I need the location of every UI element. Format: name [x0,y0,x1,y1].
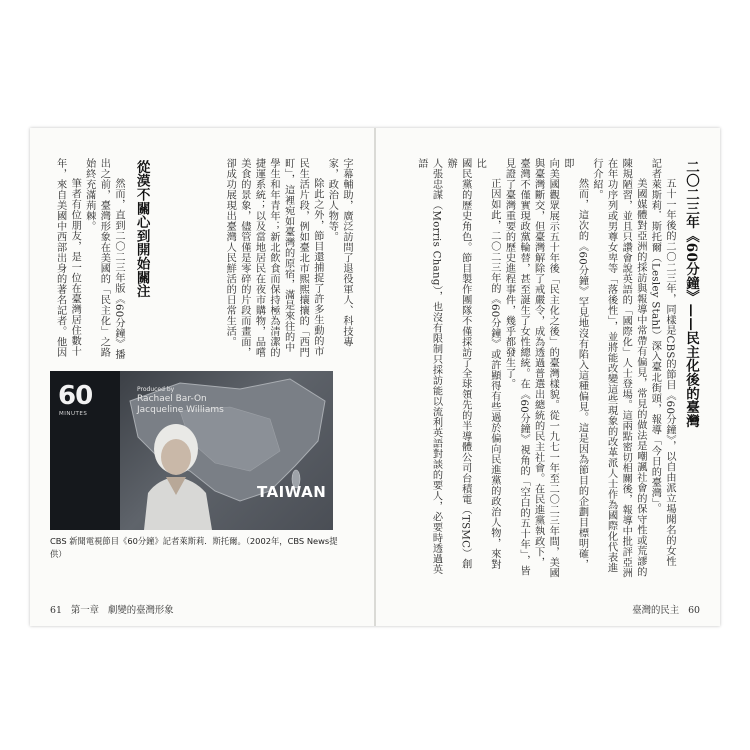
text-line: 臺灣不僅實現政黨輪替，甚至誕生了女性總統。在《60分鐘》視角的「空白的五十年」，皆 [518,158,530,576]
chapter-label: 第一章 [70,605,100,616]
page-number: 61 [50,605,62,616]
text-line: 向美國觀眾展示五十年後「民主化之後」的臺灣樣貌。從一九七一年至二〇二三年間，美國 [547,158,559,578]
book-spread [30,128,720,626]
text-line: 陳規陋習，並且只讚會說英語的「國際化」人士登場。這兩點密切相關後，報導中批評亞洲 [620,158,632,578]
credit-line: Jacqueline Williams [137,405,224,415]
reporter-figure [118,413,236,530]
text-line: 字幕輔助，廣泛訪問了退役軍人、科技專 [341,158,352,347]
photo-caption: CBS 新聞電視節目《60分鐘》記者萊斯莉．斯托爾。（2002年，CBS News提供） [50,536,338,559]
text-line: 然而，直到二〇二三年版《60分鐘》播 [112,178,124,360]
text-line: 行介紹。 [591,158,603,200]
text-line: 町」，這裡宛如臺灣的原宿，滿是來往的中 [282,158,294,353]
chapter-title: 劇變的臺灣形象 [108,605,174,616]
text-line: 出之前，臺灣形象在美國的「民主化」之路 [98,158,110,358]
60-minutes-logo-sub: MINUTES [59,411,88,417]
text-line: 記者萊斯莉．斯托爾（Lesley Stahl）深入臺北街頭，報導「今日的臺灣」。 [649,158,661,514]
tv-screenshot-photo [50,371,333,530]
right-page-body-text [413,158,676,578]
chapter-title: 臺灣的民主 [632,605,680,616]
text-line: 始終充滿荊棘。 [83,158,95,232]
map-label-taiwan: TAIWAN [257,483,327,501]
text-line: 家，政治人物等。 [326,158,338,242]
text-line: 美食的景象，儘管僅是零碎的片段而畫面， [238,158,250,358]
section-heading: 二〇二三年《60分鐘》——民主化後的臺灣 [683,160,699,428]
text-line: 在年功序列或男尊女卑等「落後性」，並將能改變這些現象的改革派人士作為國際化代表進 [605,158,617,573]
left-page-footer [50,602,180,616]
right-page-footer [632,602,700,616]
60-minutes-logo: 60 [58,381,93,411]
text-line: 年，來自美國中西部出身的著名記者。他因 [54,158,66,358]
section-heading: 從漠不關心到開始關注 [133,160,150,298]
left-page [30,128,375,626]
left-page-upper-text [222,158,353,363]
text-line: 美國媒體對亞洲的採訪與報導中常帶有偏見，常見的做法是嘲諷社會的保守性或荒謬的 [634,178,646,578]
credit-line: Produced by [137,386,175,393]
text-line: 民生活片段，例如臺北市熙熙攘攘的「西門 [297,158,309,358]
text-line: 除此之外，節目還捕捉了許多生動的市 [311,178,323,357]
text-line: 國民黨的歷史角色。節目製作團隊不僅採訪了全球領先的半導體公司台積電（TSMC）創辦 [445,158,471,570]
text-line: 見證了臺灣重要的歷史進程事件，幾乎都發生了。 [503,158,515,389]
text-line: 然而，這次的《60分鐘》罕見地沒有陷入這種偏見。這是因為節目的企劃目標明確，即 [561,158,588,570]
text-line: 與臺灣斷交，但臺灣解除了戒嚴令，成為透過普選出總統的民主社會。在民進黨執政下， [532,158,544,568]
page-number: 60 [688,605,700,616]
left-page-lower-text [52,158,125,363]
text-line: 正因如此，二〇二三年的《60分鐘》或許顯得有些過於偏向民進黨的政治人物，來對比 [474,158,500,570]
text-line: 筆者有位朋友，是一位在臺灣居住數十 [69,178,81,357]
text-line: 學生和年青年；新北飲食而保持極為清潔的 [268,158,280,358]
right-page [375,128,720,626]
text-line: 五十一年後的二〇二三年，同樣是CBS的節目《60分鐘》，以自由派立場聞名的女性 [664,178,675,568]
text-line: 捷運系統；以及當地居民在夜市購物，品嚐 [253,158,265,358]
credit-line: Rachael Bar-On [137,394,207,404]
producer-credit [137,385,224,416]
text-line: 人張忠謀（Morris Chang），也沒有限制只採訪能以流利英語對談的要人，必要時透過英語 [415,158,442,575]
text-line: 卻成功展現出臺灣人民鮮活的日常生活。 [224,158,236,347]
